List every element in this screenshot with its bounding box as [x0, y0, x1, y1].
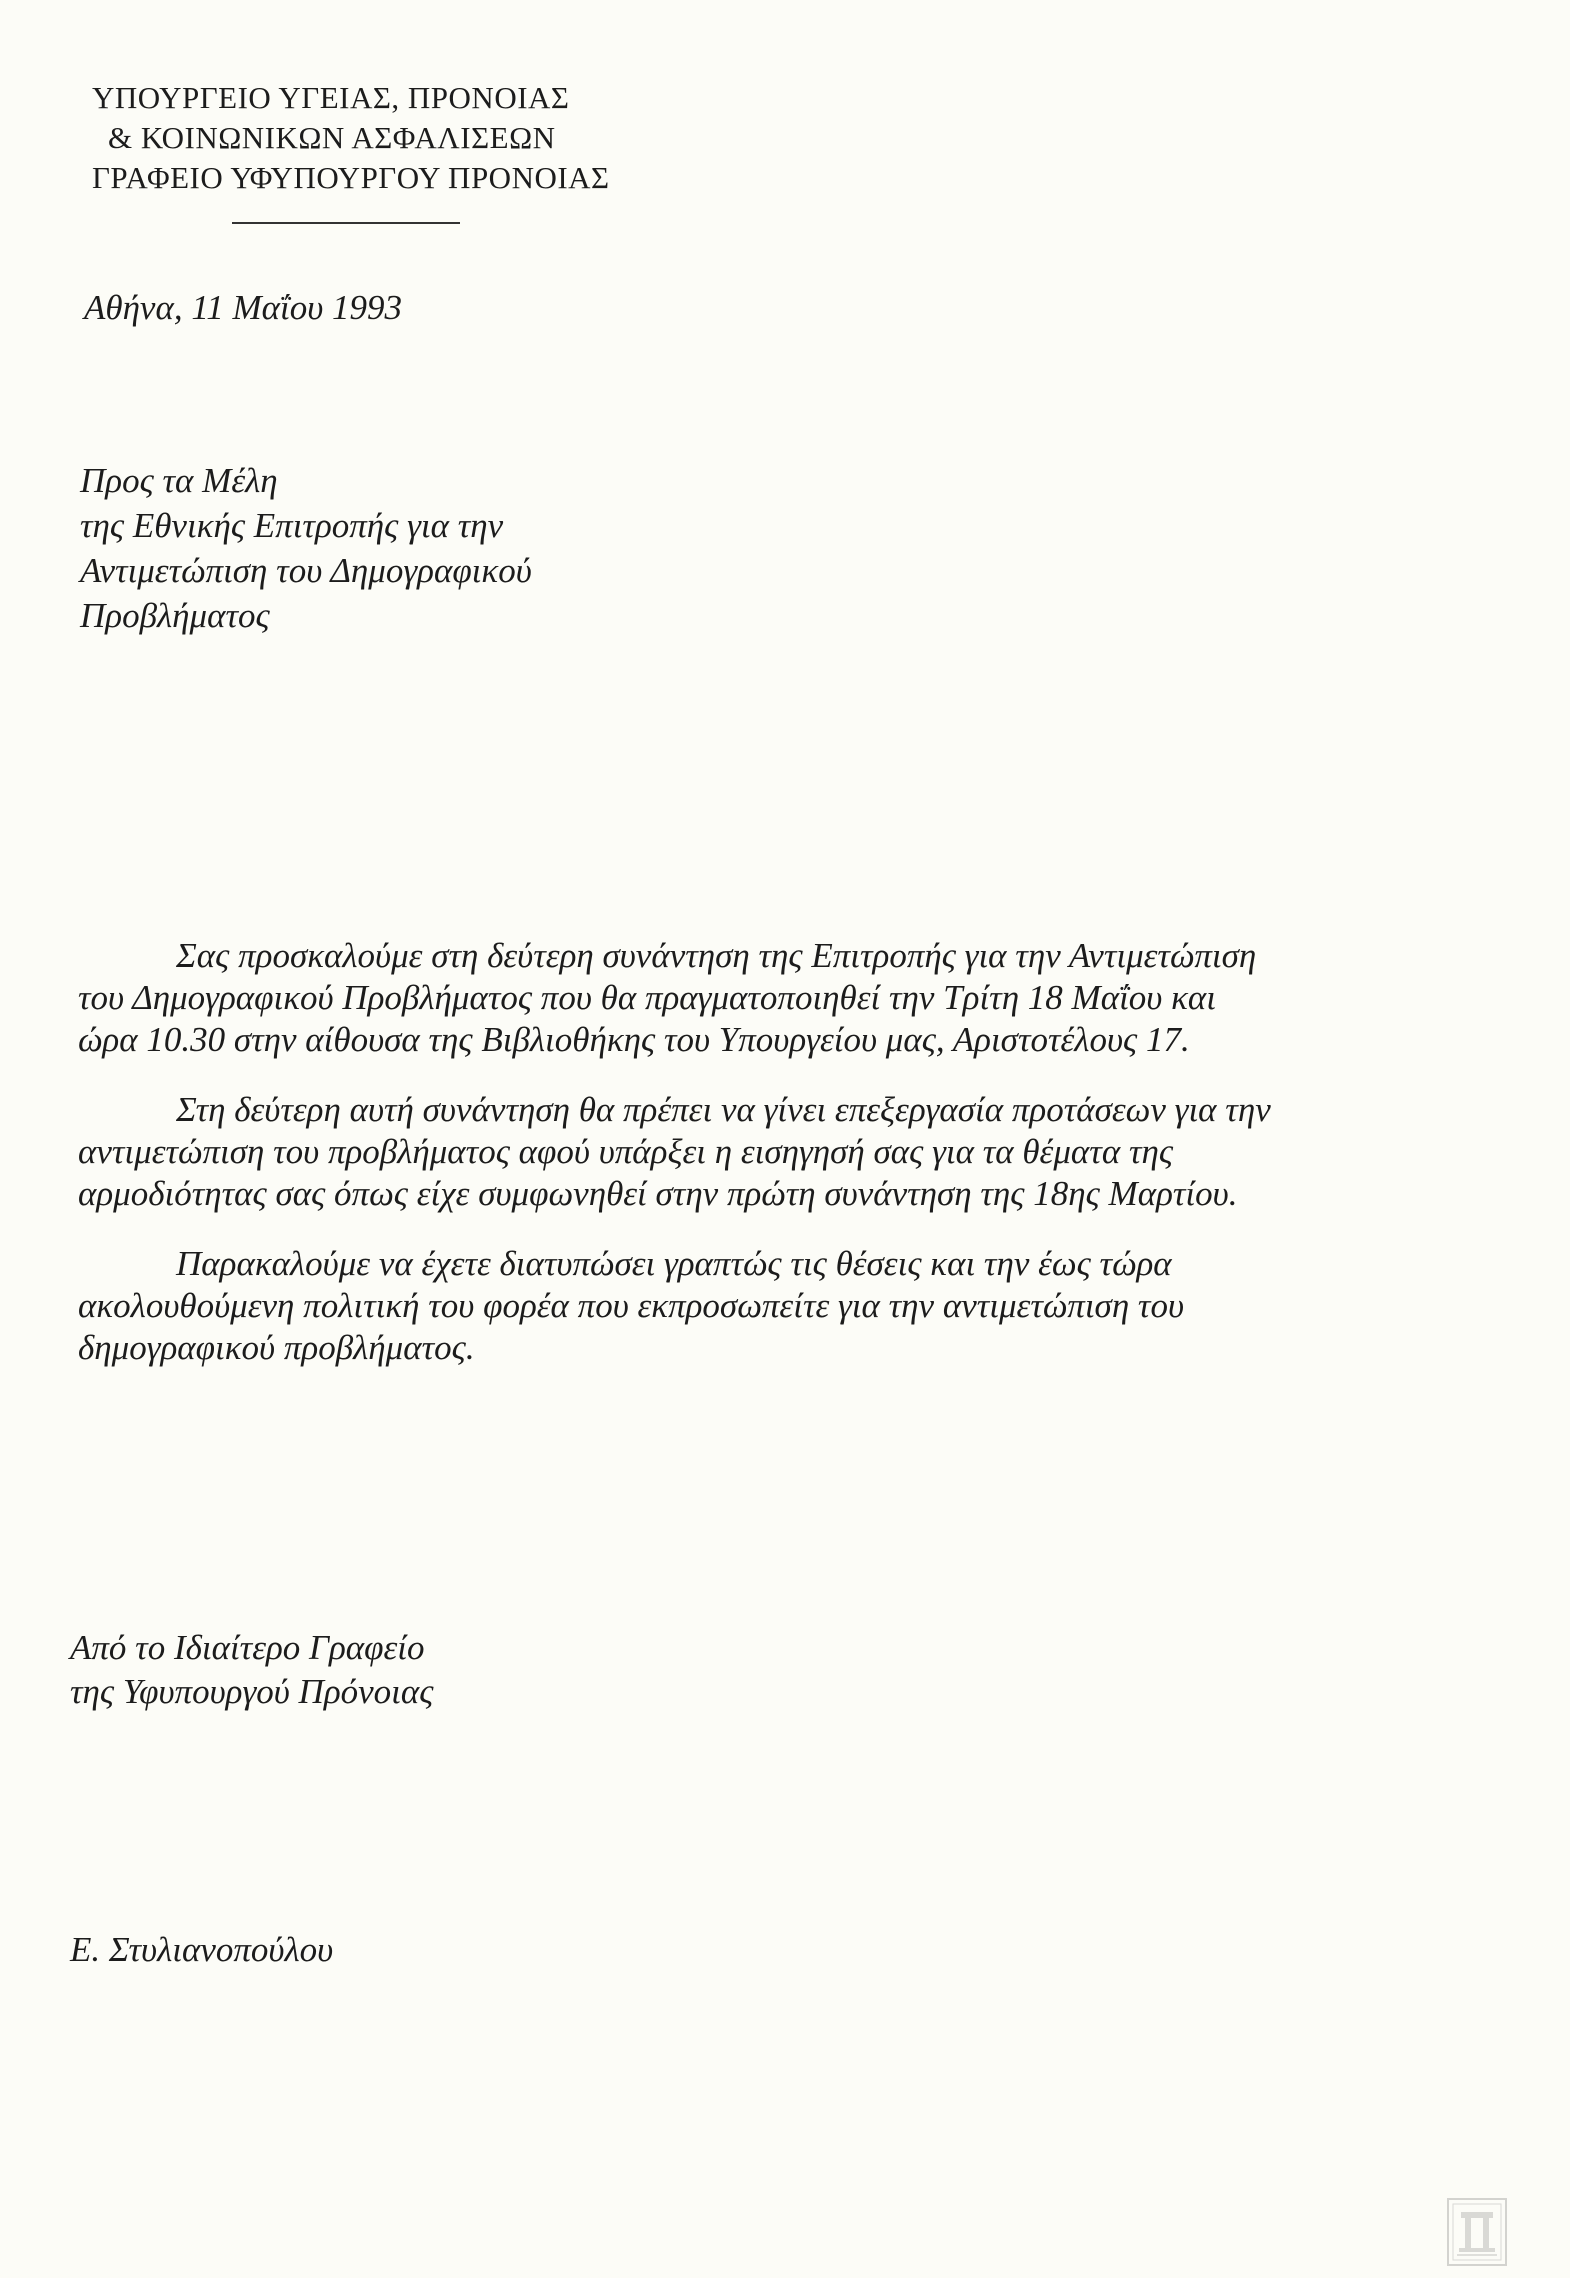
letterhead-divider [232, 222, 460, 224]
body-paragraph-invitation [78, 935, 1463, 1061]
letterhead-office: ΓΡΑΦΕΙΟ ΥΦΥΠΟΥΡΓΟΥ ΠΡΟΝΟΙΑΣ [92, 160, 610, 195]
letterhead [92, 78, 610, 198]
body-paragraph-request [78, 1243, 1463, 1369]
letter-date: Αθήνα, 11 Μαΐου 1993 [84, 288, 403, 327]
body-line: ώρα 10.30 στην αίθουσα της Βιβλιοθήκης του Υπουργείου μας, Αριστοτέλους 17. [78, 1020, 1190, 1059]
recipient-line: Αντιμετώπιση του Δημογραφικού [80, 551, 532, 590]
sender-block [70, 1626, 433, 1714]
letterhead-ministry-cont: & ΚΟΙΝΩΝΙΚΩΝ ΑΣΦΑΛΙΣΕΩΝ [108, 120, 556, 155]
body-line: δημογραφικού προβλήματος. [78, 1328, 475, 1367]
signature-name: Ε. Στυλιανοπούλου [70, 1930, 334, 1969]
recipient-line: της Εθνικής Επιτροπής για την [80, 506, 504, 545]
body-line: Στη δεύτερη αυτή συνάντηση θα πρέπει να γίνει επεξεργασία προτάσεων για την [176, 1090, 1271, 1129]
recipient-line: Προβλήματος [80, 596, 270, 635]
body-line: Σας προσκαλούμε στη δεύτερη συνάντηση της Επιτροπής για την Αντιμετώπιση [176, 936, 1257, 975]
body-line: ακολουθούμενη πολιτική του φορέα που εκπροσωπείτε για την αντιμετώπιση του [78, 1286, 1185, 1325]
body-paragraph-agenda [78, 1089, 1463, 1215]
body-line: Παρακαλούμε να έχετε διατυπώσει γραπτώς τις θέσεις και την έως τώρα [176, 1244, 1172, 1283]
letter-body [78, 935, 1463, 1397]
body-line: αντιμετώπιση του προβλήματος αφού υπάρξει η εισηγησή σας για τα θέματα της [78, 1132, 1174, 1171]
archive-seal-icon [1447, 2198, 1507, 2266]
recipient-block [80, 458, 532, 638]
sender-line: της Υφυπουργού Πρόνοιας [70, 1672, 434, 1711]
sender-line: Από το Ιδιαίτερο Γραφείο [70, 1628, 425, 1667]
recipient-line: Προς τα Μέλη [80, 461, 278, 500]
letterhead-ministry: ΥΠΟΥΡΓΕΙΟ ΥΓΕΙΑΣ, ΠΡΟΝΟΙΑΣ [92, 80, 570, 115]
body-line: αρμοδιότητας σας όπως είχε συμφωνηθεί στην πρώτη συνάντηση της 18ης Μαρτίου. [78, 1174, 1238, 1213]
body-line: του Δημογραφικού Προβλήματος που θα πραγματοποιηθεί την Τρίτη 18 Μαΐου και [78, 978, 1217, 1017]
